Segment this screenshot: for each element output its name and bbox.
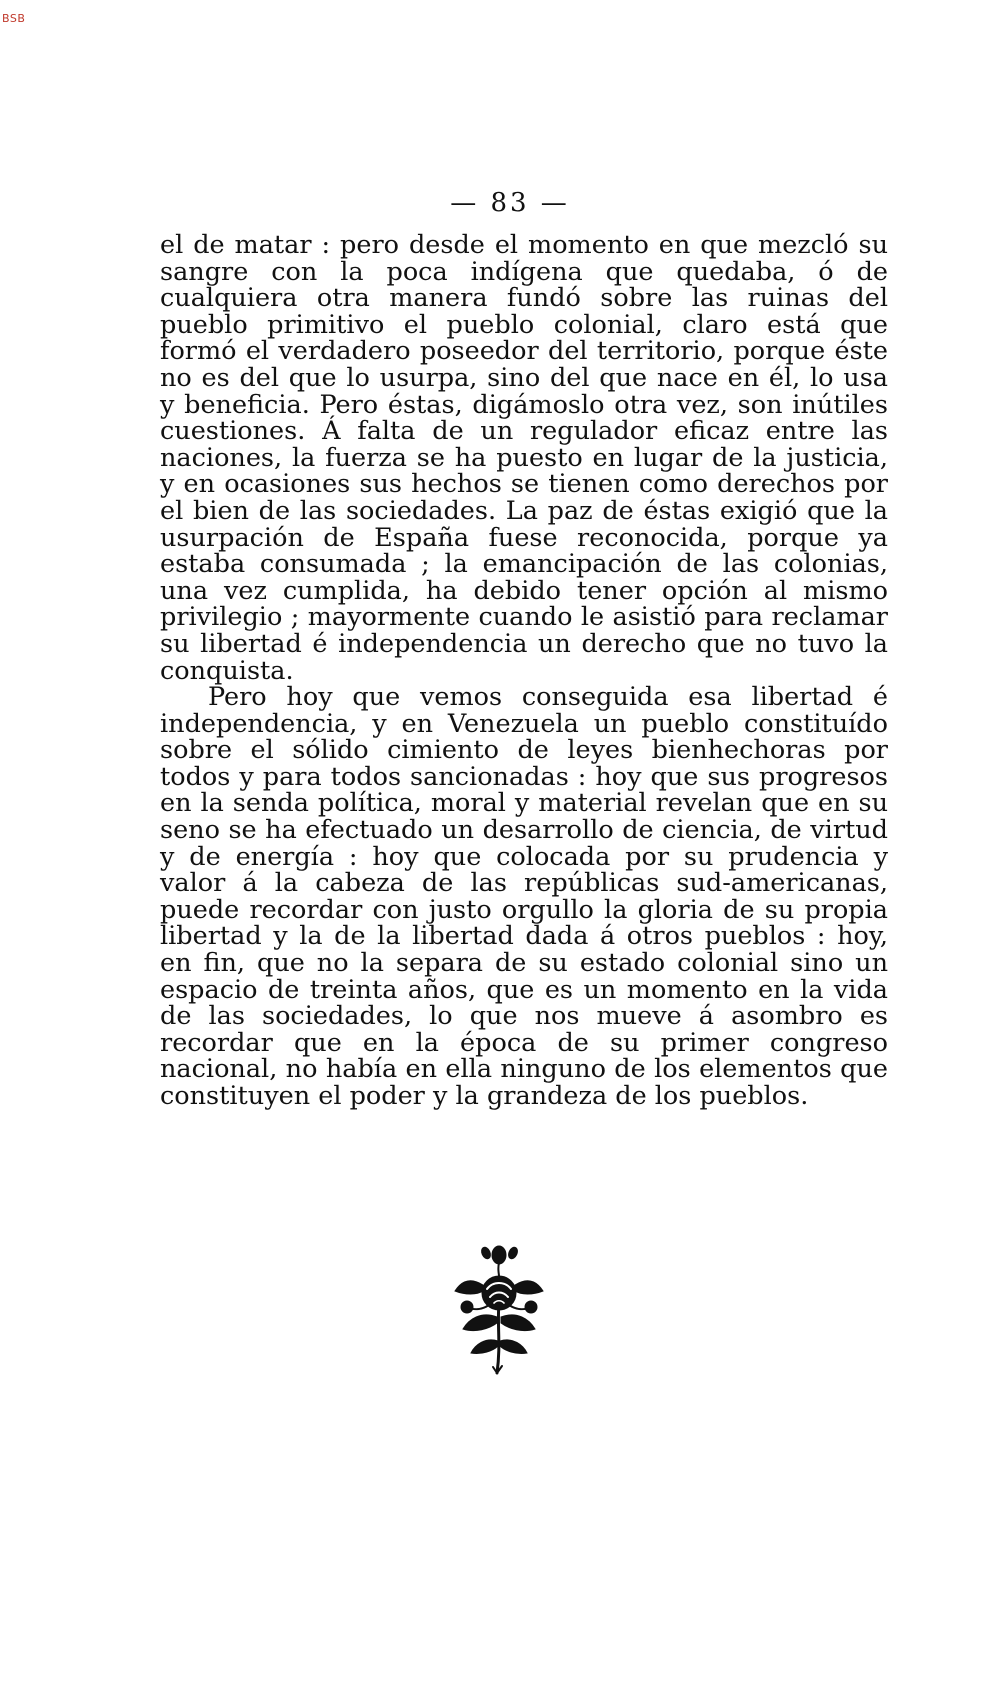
page-body (160, 232, 888, 1110)
paragraph-1: el de matar : pero desde el momento en que mezcló su sangre con la poca indígena que quedaba, ó de cualquiera otra manera fundó sobre las ruinas del pueblo primitivo el pueblo colonial, claro está que formó el verdadero poseedor del territorio, porque éste no es del que lo usurpa, sino del que nace en él, lo usa y beneficia. Pero éstas, digámoslo otra vez, son inútiles cuestiones. Á falta de un regulador eficaz entre las naciones, la fuerza se ha puesto en lugar de la justicia, y en ocasiones sus hechos se tienen como derechos por el bien de las sociedades. La paz de éstas exigió que la usurpación de España fuese reconocida, porque ya estaba consumada ; la emancipación de las colonias, una vez cumplida, ha debido tener opción al mismo privilegio ; mayormente cuando le asistió para reclamar su libertad é independencia un derecho que no tuvo la conquista. (160, 230, 888, 686)
floral-ornament-icon (453, 1245, 545, 1375)
page-number: — 83 — (450, 188, 570, 218)
paragraph-2: Pero hoy que vemos conseguida esa libertad é independencia, y en Venezuela un pueblo constituído sobre el sólido cimiento de leyes bienhechoras por todos y para todos sancionadas : hoy que sus progresos en la senda política, moral y material revelan que en su seno se ha efectuado un desarrollo de ciencia, de virtud y de energía : hoy que colocada por su prudencia y valor á la cabeza de las repúblicas sud-americanas, puede recordar con justo orgullo la gloria de su propia libertad y la de la libertad dada á otros pueblos : hoy, en fin, que no la separa de su estado colonial sino un espacio de treinta años, que es un momento en la vida de las sociedades, lo que nos mueve á asombro es recordar que en la época de su primer congreso nacional, no había en ella ninguno de los elementos que constituyen el poder y la grandeza de los pueblos. (160, 682, 888, 1111)
library-watermark: BSB (2, 12, 26, 25)
